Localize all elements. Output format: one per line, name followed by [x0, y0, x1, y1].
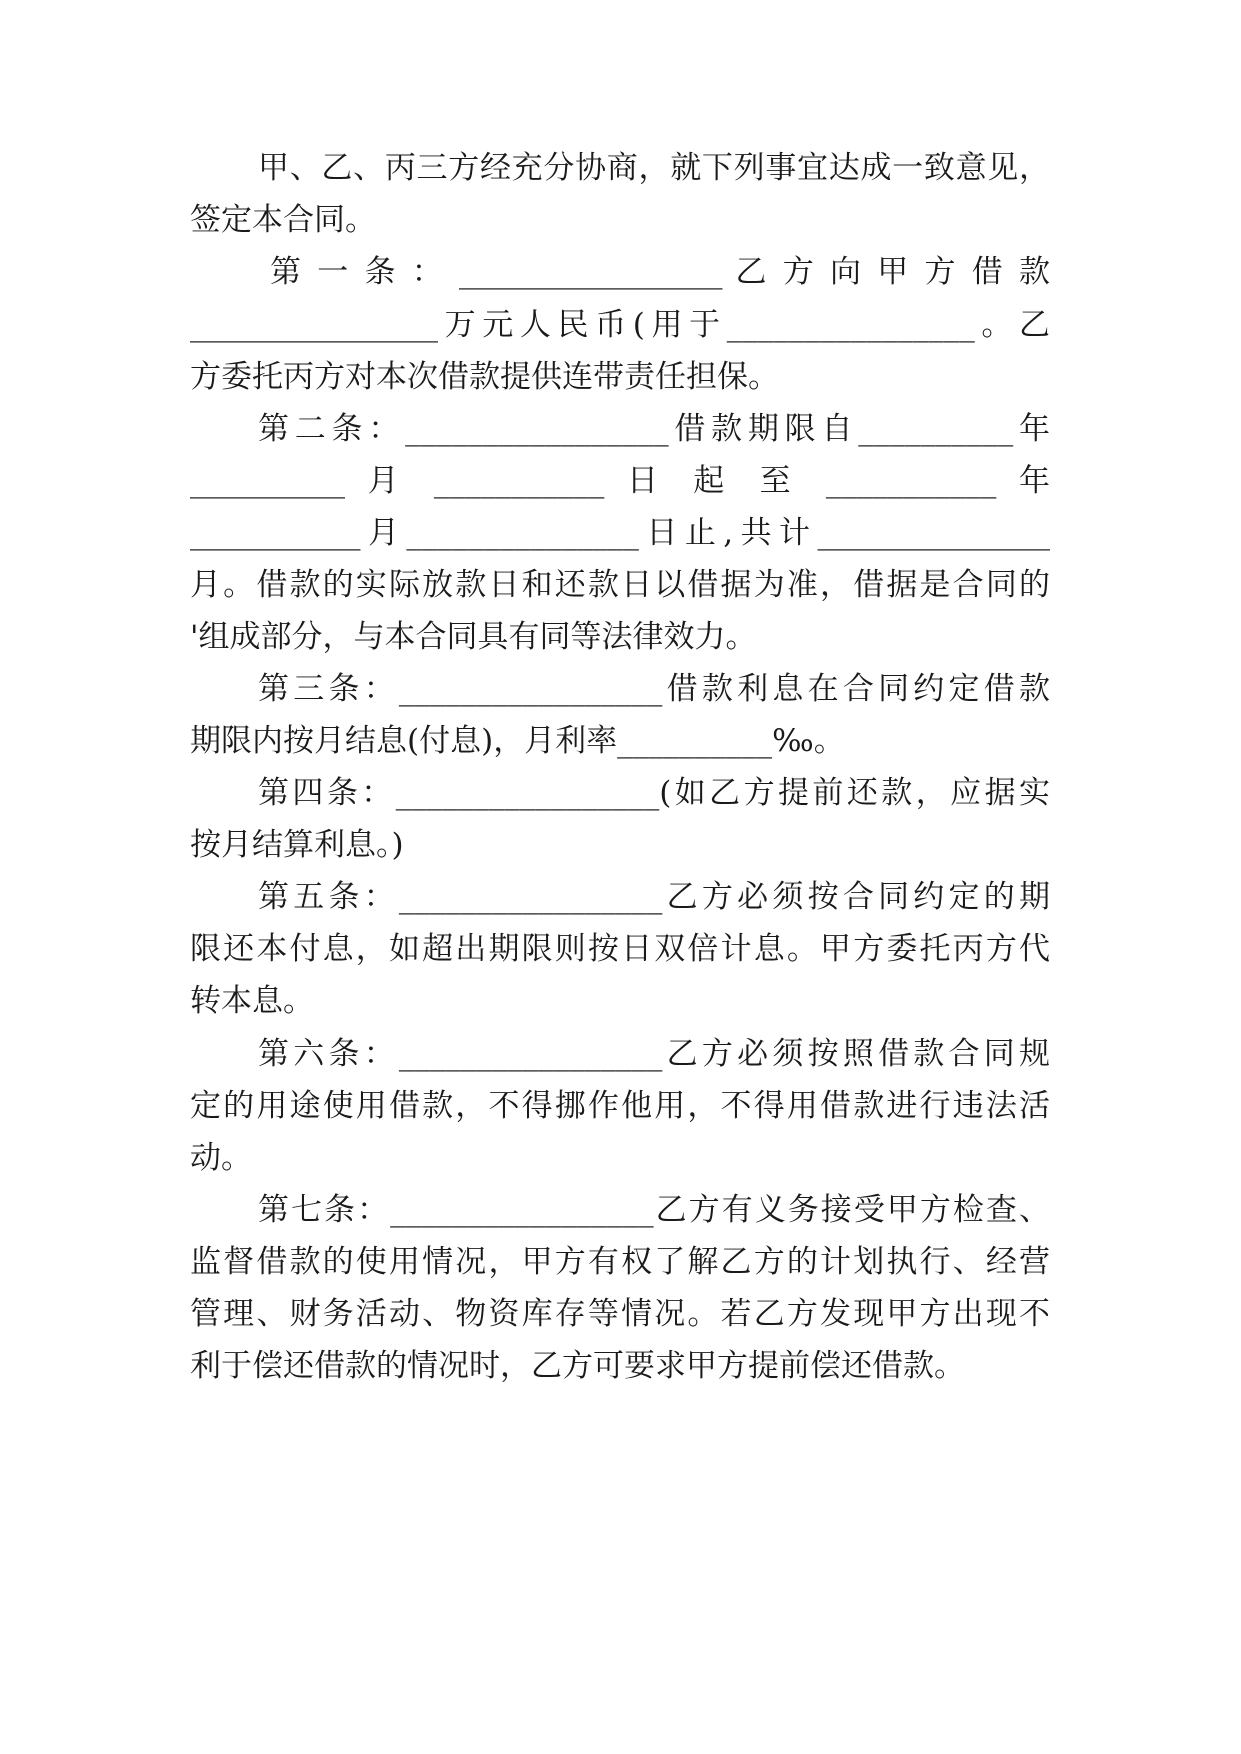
article-5-line-3: 转本息。 — [190, 983, 314, 1019]
article-1-line-1: 第 一 条 ： _________________ 乙 方 向 甲 方 借 款 — [270, 254, 1050, 290]
article-4-line-1: 第四条：_________________(如乙方提前还款，应据实 — [258, 775, 1050, 811]
paragraph-intro-line-2: 签定本合同。 — [190, 202, 376, 238]
article-2-line-5: '组成部分，与本合同具有同等法律效力。 — [190, 619, 757, 655]
article-7-line-1: 第七条：_________________乙方有义务接受甲方检查、 — [258, 1192, 1050, 1228]
article-2-line-4: 月。借款的实际放款日和还款日以借据为准，借据是合同的 — [190, 567, 1050, 603]
article-2-line-1: 第二条：_________________借款期限自__________年 — [258, 411, 1050, 447]
article-2-line-2: __________ 月 ___________ 日 起 至 ___________ 年 — [190, 463, 1050, 499]
article-5-line-2: 限还本付息，如超出期限则按日双倍计息。甲方委托丙方代 — [190, 931, 1050, 967]
article-3-line-1: 第三条：_________________借款利息在合同约定借款 — [258, 671, 1050, 707]
article-6-line-2: 定的用途使用借款，不得挪作他用，不得用借款进行违法活 — [190, 1088, 1050, 1124]
article-7-line-4: 利于偿还借款的情况时，乙方可要求甲方提前偿还借款。 — [190, 1348, 965, 1384]
article-6-line-3: 动。 — [190, 1140, 252, 1176]
article-3-line-2: 期限内按月结息(付息)，月利率__________‰。 — [190, 723, 845, 759]
article-4-line-2: 按月结算利息。) — [190, 827, 404, 863]
article-2-line-3: ___________月_______________日止,共计_______________ — [190, 515, 1050, 551]
article-6-line-1: 第六条：_________________乙方必须按照借款合同规 — [258, 1036, 1050, 1072]
article-1-line-2: ________________万元人民币(用于________________。乙 — [190, 307, 1050, 343]
paragraph-intro-line-1: 甲、乙、丙三方经充分协商，就下列事宜达成一致意见， — [258, 150, 1050, 186]
article-7-line-3: 管理、财务活动、物资库存等情况。若乙方发现甲方出现不 — [190, 1296, 1050, 1332]
contract-page — [190, 0, 1050, 1754]
article-7-line-2: 监督借款的使用情况，甲方有权了解乙方的计划执行、经营 — [190, 1244, 1050, 1280]
article-1-line-3: 方委托丙方对本次借款提供连带责任担保。 — [190, 359, 779, 395]
article-5-line-1: 第五条：_________________乙方必须按合同约定的期 — [258, 879, 1050, 915]
